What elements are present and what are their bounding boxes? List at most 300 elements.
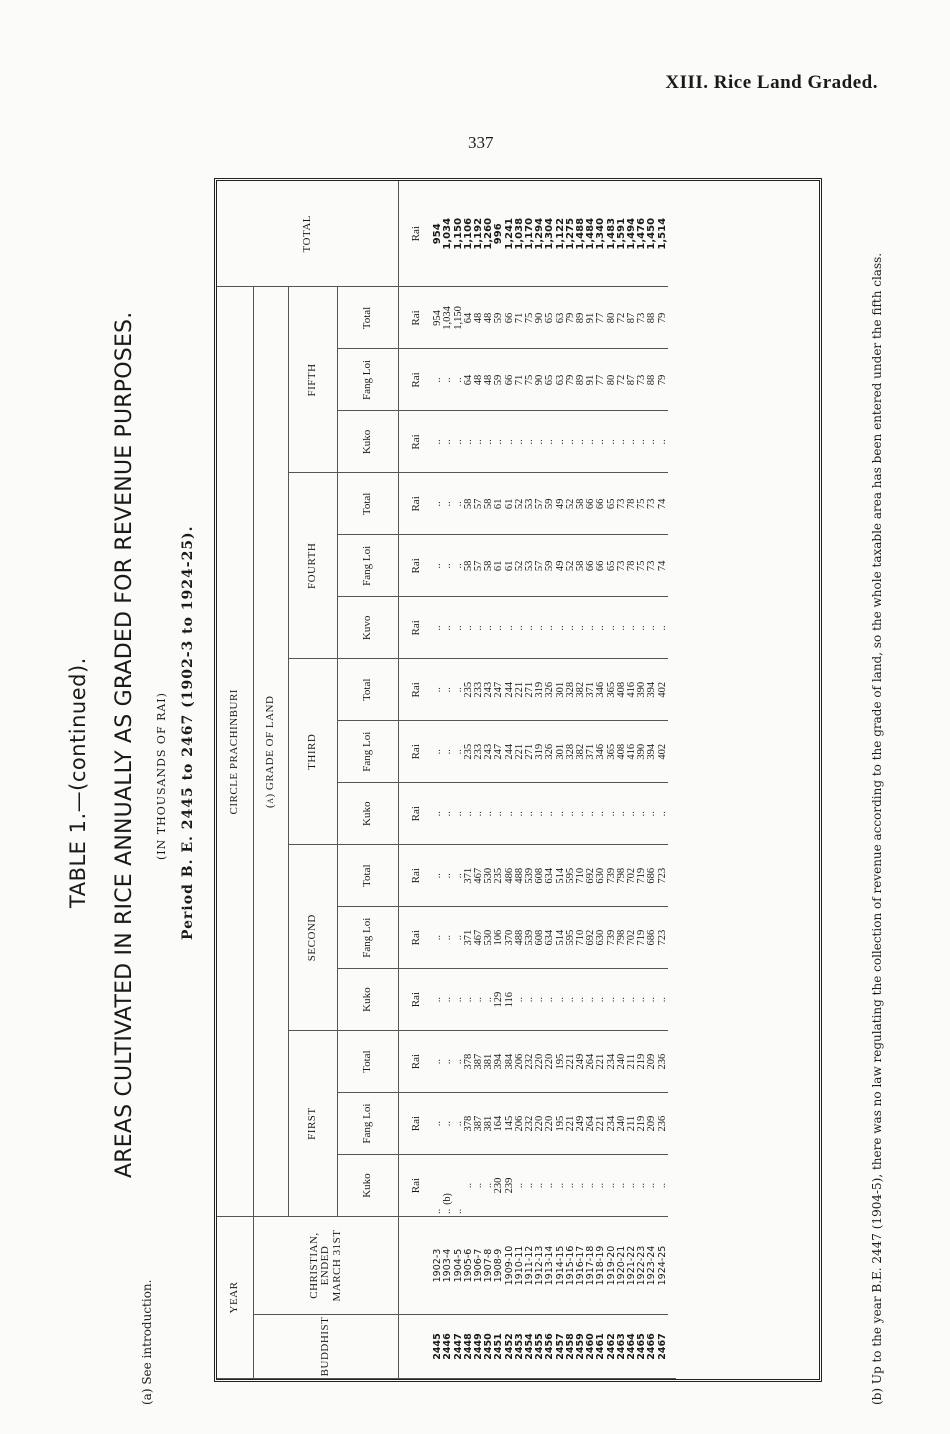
value-cell: 209 (647, 1031, 657, 1093)
value-cell: 53 (525, 535, 535, 597)
buddhist-header: BUDDHIST (254, 1315, 399, 1379)
value-cell: 66 (505, 287, 515, 349)
value-cell: 48 (484, 349, 494, 411)
value-cell: 65 (545, 349, 555, 411)
table-row (647, 181, 657, 1379)
value-cell: 595 (566, 845, 576, 907)
christian-year: 1917-18 (586, 1217, 596, 1315)
value-cell: .. (515, 1155, 525, 1217)
total-cell: 1,275 (566, 181, 576, 287)
christian-header: CHRISTIAN, ENDED MARCH 31ST (254, 1217, 399, 1315)
value-cell: .. (484, 597, 494, 659)
value-cell: .. (454, 411, 464, 473)
unit-label: Rai (399, 907, 434, 969)
total-cell: 1,294 (535, 181, 545, 287)
value-cell: .. (443, 783, 453, 845)
value-cell: .. (556, 1155, 566, 1217)
value-cell: .. (433, 411, 443, 473)
value-cell: 57 (535, 473, 545, 535)
value-cell: 328 (566, 721, 576, 783)
value-cell: 59 (494, 349, 504, 411)
value-cell: 219 (637, 1031, 647, 1093)
value-cell: 387 (474, 1093, 484, 1155)
value-cell: .. (576, 597, 586, 659)
note-b-marker: (b) (442, 1193, 454, 1205)
value-cell: 89 (576, 349, 586, 411)
value-cell: 73 (647, 473, 657, 535)
value-cell: .. (545, 597, 555, 659)
value-cell: 710 (576, 907, 586, 969)
value-cell: 221 (596, 1031, 606, 1093)
value-cell: 73 (637, 349, 647, 411)
sub-fang-loi: Fang Loi (338, 535, 399, 597)
grade-of-land-header: (a) GRADE OF LAND (254, 287, 289, 1217)
christian-year: 1921-22 (627, 1217, 637, 1315)
value-cell: .. (596, 1155, 606, 1217)
value-cell: .. (454, 659, 464, 721)
unit-label: Rai (399, 1155, 434, 1217)
value-cell: 129 (494, 969, 504, 1031)
value-cell: 220 (545, 1093, 555, 1155)
value-cell: 236 (658, 1093, 668, 1155)
value-cell: 66 (586, 535, 596, 597)
value-cell: 235 (494, 845, 504, 907)
rotated-table-container (217, 181, 819, 1379)
value-cell: .. (464, 597, 474, 659)
christian-year: 1905-6 (464, 1217, 474, 1315)
buddhist-year: 2453 (515, 1315, 525, 1379)
value-cell: 387 (474, 1031, 484, 1093)
value-cell: .. (627, 411, 637, 473)
value-cell: .. (464, 783, 474, 845)
value-cell: .. (443, 1031, 453, 1093)
christian-year: 1909-10 (505, 1217, 515, 1315)
value-cell: 88 (647, 287, 657, 349)
buddhist-year: 2463 (617, 1315, 627, 1379)
value-cell: 346 (596, 721, 606, 783)
value-cell: .. (607, 783, 617, 845)
buddhist-year: 2454 (525, 1315, 535, 1379)
value-cell: .. (454, 1155, 464, 1217)
value-cell: .. (484, 411, 494, 473)
value-cell: .. (433, 597, 443, 659)
sub-kuko: Kuko (338, 411, 399, 473)
value-cell: .. (637, 597, 647, 659)
total-cell: 1,260 (484, 181, 494, 287)
total-cell: 1,494 (627, 181, 637, 287)
value-cell: 75 (525, 287, 535, 349)
value-cell: 236 (658, 1031, 668, 1093)
sub-total: Total (338, 287, 399, 349)
unit-label: Rai (399, 287, 434, 349)
unit-label: Rai (399, 349, 434, 411)
value-cell: .. (484, 783, 494, 845)
value-cell: 73 (617, 473, 627, 535)
value-cell: .. (505, 783, 515, 845)
value-cell: 710 (576, 845, 586, 907)
christian-year: 1923-24 (647, 1217, 657, 1315)
buddhist-year: 2456 (545, 1315, 555, 1379)
christian-year: 1907-8 (484, 1217, 494, 1315)
value-cell: 235 (464, 659, 474, 721)
value-cell: 57 (474, 473, 484, 535)
value-cell: 75 (637, 535, 647, 597)
value-cell: 244 (505, 659, 515, 721)
total-cell: 1,450 (647, 181, 657, 287)
value-cell: .. (433, 783, 443, 845)
table-body (399, 181, 676, 1379)
value-cell: 164 (494, 1093, 504, 1155)
circle-header: CIRCLE PRACHINBURI (217, 287, 254, 1217)
value-cell: 382 (576, 659, 586, 721)
value-cell: 90 (535, 287, 545, 349)
value-cell: .. (596, 969, 606, 1031)
value-cell: 301 (556, 721, 566, 783)
value-cell: 49 (556, 473, 566, 535)
christian-year: 1924-25 (658, 1217, 668, 1315)
total-cell: 1,106 (464, 181, 474, 287)
footnote-a: (a) See introduction. (140, 1279, 154, 1405)
value-cell: 390 (637, 721, 647, 783)
value-cell: 63 (556, 287, 566, 349)
value-cell: 79 (658, 349, 668, 411)
table-row (566, 181, 576, 1379)
value-cell: 719 (637, 907, 647, 969)
value-cell: 64 (464, 349, 474, 411)
value-cell: .. (454, 845, 464, 907)
christian-year: 1903-4 (443, 1217, 453, 1315)
value-cell: 232 (525, 1031, 535, 1093)
value-cell: 75 (637, 473, 647, 535)
value-cell: .. (576, 411, 586, 473)
value-cell: .. (433, 845, 443, 907)
table-row (586, 181, 596, 1379)
value-cell: .. (556, 411, 566, 473)
value-cell: .. (556, 597, 566, 659)
buddhist-year: 2460 (586, 1315, 596, 1379)
value-cell: .. (443, 969, 453, 1031)
christian-year: 1912-13 (535, 1217, 545, 1315)
value-cell: .. (443, 535, 453, 597)
grade-first-header: FIRST (289, 1031, 338, 1217)
value-cell: .. (474, 411, 484, 473)
value-cell: .. (525, 411, 535, 473)
value-cell: .. (474, 1155, 484, 1217)
value-cell: .. (494, 597, 504, 659)
sub-total: Total (338, 1031, 399, 1093)
value-cell: 723 (658, 845, 668, 907)
value-cell: .. (607, 1155, 617, 1217)
buddhist-year: 2462 (607, 1315, 617, 1379)
value-cell: .. (454, 597, 464, 659)
value-cell: 319 (535, 721, 545, 783)
value-cell: 58 (576, 473, 586, 535)
value-cell: .. (586, 597, 596, 659)
value-cell: 106 (494, 907, 504, 969)
value-cell: .. (617, 1155, 627, 1217)
total-cell: 1,241 (505, 181, 515, 287)
value-cell: 220 (535, 1093, 545, 1155)
value-cell: 249 (576, 1031, 586, 1093)
value-cell: .. (433, 1031, 443, 1093)
value-cell: .. (545, 783, 555, 845)
table-row (474, 181, 484, 1379)
value-cell: .. (617, 783, 627, 845)
value-cell: .. (535, 411, 545, 473)
value-cell: 319 (535, 659, 545, 721)
value-cell: 595 (566, 907, 576, 969)
value-cell: .. (576, 783, 586, 845)
value-cell: 79 (566, 349, 576, 411)
value-cell: 371 (586, 721, 596, 783)
value-cell: .. (474, 783, 484, 845)
value-cell: .. (607, 969, 617, 1031)
value-cell: .. (576, 1155, 586, 1217)
value-cell: .. (433, 659, 443, 721)
value-cell: 87 (627, 349, 637, 411)
value-cell: .. (596, 597, 606, 659)
value-cell: .. (658, 1155, 668, 1217)
value-cell: 686 (647, 907, 657, 969)
value-cell: 65 (607, 473, 617, 535)
value-cell: 723 (658, 907, 668, 969)
value-cell: .. (433, 907, 443, 969)
value-cell: 328 (566, 659, 576, 721)
value-cell: .. (596, 411, 606, 473)
value-cell: 371 (586, 659, 596, 721)
unit-label: Rai (399, 969, 434, 1031)
value-cell: 514 (556, 845, 566, 907)
value-cell: 416 (627, 721, 637, 783)
value-cell: 634 (545, 845, 555, 907)
value-cell: .. (637, 969, 647, 1031)
value-cell: 244 (505, 721, 515, 783)
buddhist-year: 2449 (474, 1315, 484, 1379)
table-row (637, 181, 647, 1379)
value-cell: 686 (647, 845, 657, 907)
total-cell: 996 (494, 181, 504, 287)
value-cell: 235 (464, 721, 474, 783)
buddhist-year: 2464 (627, 1315, 637, 1379)
table-row (535, 181, 545, 1379)
value-cell: 71 (515, 349, 525, 411)
value-cell: .. (535, 1155, 545, 1217)
value-cell: .. (658, 969, 668, 1031)
value-cell: .. (617, 597, 627, 659)
value-cell: 53 (525, 473, 535, 535)
value-cell: .. (464, 1155, 474, 1217)
value-cell: .. (454, 349, 464, 411)
value-cell: 243 (484, 721, 494, 783)
table-row (515, 181, 525, 1379)
value-cell: 61 (494, 535, 504, 597)
value-cell: 394 (647, 721, 657, 783)
unit-label: Rai (399, 783, 434, 845)
buddhist-year: 2451 (494, 1315, 504, 1379)
value-cell: 52 (515, 473, 525, 535)
value-cell: 77 (596, 287, 606, 349)
value-cell: 488 (515, 845, 525, 907)
value-cell: .. (586, 411, 596, 473)
value-cell: 48 (474, 287, 484, 349)
value-cell: .. (433, 473, 443, 535)
value-cell: 739 (607, 907, 617, 969)
value-cell: .. (545, 411, 555, 473)
value-cell: 63 (556, 349, 566, 411)
value-cell: 74 (658, 535, 668, 597)
value-cell: 221 (566, 1031, 576, 1093)
value-cell: .. (535, 783, 545, 845)
value-cell: 702 (627, 845, 637, 907)
buddhist-year: 2445 (433, 1315, 443, 1379)
buddhist-year: 2459 (576, 1315, 586, 1379)
value-cell: 74 (658, 473, 668, 535)
table-row (484, 181, 494, 1379)
value-cell: .. (627, 1155, 637, 1217)
value-cell: 66 (505, 349, 515, 411)
unit-label: Rai (399, 597, 434, 659)
value-cell: 394 (494, 1031, 504, 1093)
value-cell: .. (494, 411, 504, 473)
value-cell: 539 (525, 845, 535, 907)
value-cell: 221 (566, 1093, 576, 1155)
value-cell: .. (474, 969, 484, 1031)
value-cell: 221 (515, 659, 525, 721)
unit-label: Rai (399, 1093, 434, 1155)
value-cell: 73 (647, 535, 657, 597)
value-cell: 692 (586, 907, 596, 969)
total-cell: 1,591 (617, 181, 627, 287)
buddhist-year: 2446 (443, 1315, 453, 1379)
value-cell: .. (443, 659, 453, 721)
value-cell: 719 (637, 845, 647, 907)
value-cell: 61 (505, 473, 515, 535)
table-row (494, 181, 504, 1379)
table-bottom-space (668, 181, 676, 1379)
value-cell: 488 (515, 907, 525, 969)
value-cell: .. (443, 845, 453, 907)
value-cell: 390 (637, 659, 647, 721)
value-cell: 91 (586, 287, 596, 349)
value-cell: 378 (464, 1031, 474, 1093)
value-cell: .. (433, 1155, 443, 1217)
value-cell: 408 (617, 721, 627, 783)
value-cell: 514 (556, 907, 566, 969)
value-cell: .. (525, 597, 535, 659)
value-cell: 57 (474, 535, 484, 597)
value-cell: 211 (627, 1031, 637, 1093)
value-cell: 87 (627, 287, 637, 349)
period-line: Period B. E. 2445 to 2467 (1902-3 to 1924-25). (180, 525, 196, 940)
value-cell: .. (617, 411, 627, 473)
value-cell: 52 (515, 535, 525, 597)
christian-year: 1919-20 (607, 1217, 617, 1315)
buddhist-year: 2458 (566, 1315, 576, 1379)
value-cell: 416 (627, 659, 637, 721)
sub-fang-loi: Fang Loi (338, 907, 399, 969)
value-cell: 145 (505, 1093, 515, 1155)
value-cell: .. (443, 411, 453, 473)
sub-total: Total (338, 473, 399, 535)
value-cell: 206 (515, 1093, 525, 1155)
table-row (454, 181, 464, 1379)
christian-year: 1913-14 (545, 1217, 555, 1315)
christian-year: 1920-21 (617, 1217, 627, 1315)
christian-year: 1904-5 (454, 1217, 464, 1315)
value-cell: ..(b) (443, 1155, 453, 1217)
value-cell: .. (556, 783, 566, 845)
value-cell: 539 (525, 907, 535, 969)
value-cell: 221 (596, 1093, 606, 1155)
value-cell: .. (525, 783, 535, 845)
value-cell: 220 (535, 1031, 545, 1093)
grade-second-header: SECOND (289, 845, 338, 1031)
value-cell: 209 (647, 1093, 657, 1155)
value-cell: 1,034 (443, 287, 453, 349)
value-cell: .. (454, 1093, 464, 1155)
value-cell: 57 (535, 535, 545, 597)
value-cell: .. (443, 473, 453, 535)
value-cell: 739 (607, 845, 617, 907)
sub-fang-loi: Fang Loi (338, 1093, 399, 1155)
value-cell: 486 (505, 845, 515, 907)
value-cell: .. (658, 783, 668, 845)
buddhist-year: 2461 (596, 1315, 606, 1379)
value-cell: .. (464, 969, 474, 1031)
value-cell: 326 (545, 659, 555, 721)
value-cell: 326 (545, 721, 555, 783)
unit-label: Rai (399, 1031, 434, 1093)
value-cell: 240 (617, 1093, 627, 1155)
value-cell: 230 (494, 1155, 504, 1217)
value-cell: .. (443, 597, 453, 659)
value-cell: 249 (576, 1093, 586, 1155)
value-cell: 65 (607, 535, 617, 597)
value-cell: 75 (525, 349, 535, 411)
value-cell: 346 (596, 659, 606, 721)
total-cell: 1,304 (545, 181, 555, 287)
units-note: (IN THOUSANDS OF RAI) (155, 692, 168, 860)
unit-label: Rai (399, 721, 434, 783)
value-cell: 59 (545, 535, 555, 597)
value-cell: .. (637, 411, 647, 473)
value-cell: 381 (484, 1093, 494, 1155)
value-cell: 72 (617, 287, 627, 349)
value-cell: 378 (464, 1093, 474, 1155)
value-cell: .. (647, 1155, 657, 1217)
page-number: 337 (468, 133, 494, 152)
value-cell: 954 (433, 287, 443, 349)
value-cell: 206 (515, 1031, 525, 1093)
value-cell: .. (627, 783, 637, 845)
value-cell: 467 (474, 845, 484, 907)
unit-label: Rai (399, 411, 434, 473)
value-cell: .. (525, 969, 535, 1031)
value-cell: 89 (576, 287, 586, 349)
value-cell: 221 (515, 721, 525, 783)
total-cell: 1,122 (556, 181, 566, 287)
buddhist-year: 2448 (464, 1315, 474, 1379)
table-row (658, 181, 668, 1379)
value-cell: .. (464, 411, 474, 473)
value-cell: .. (494, 783, 504, 845)
christian-year: 1922-23 (637, 1217, 647, 1315)
value-cell: 384 (505, 1031, 515, 1093)
value-cell: .. (607, 411, 617, 473)
table-row (464, 181, 474, 1379)
sub-kuko: Kuko (338, 969, 399, 1031)
value-cell: 402 (658, 721, 668, 783)
